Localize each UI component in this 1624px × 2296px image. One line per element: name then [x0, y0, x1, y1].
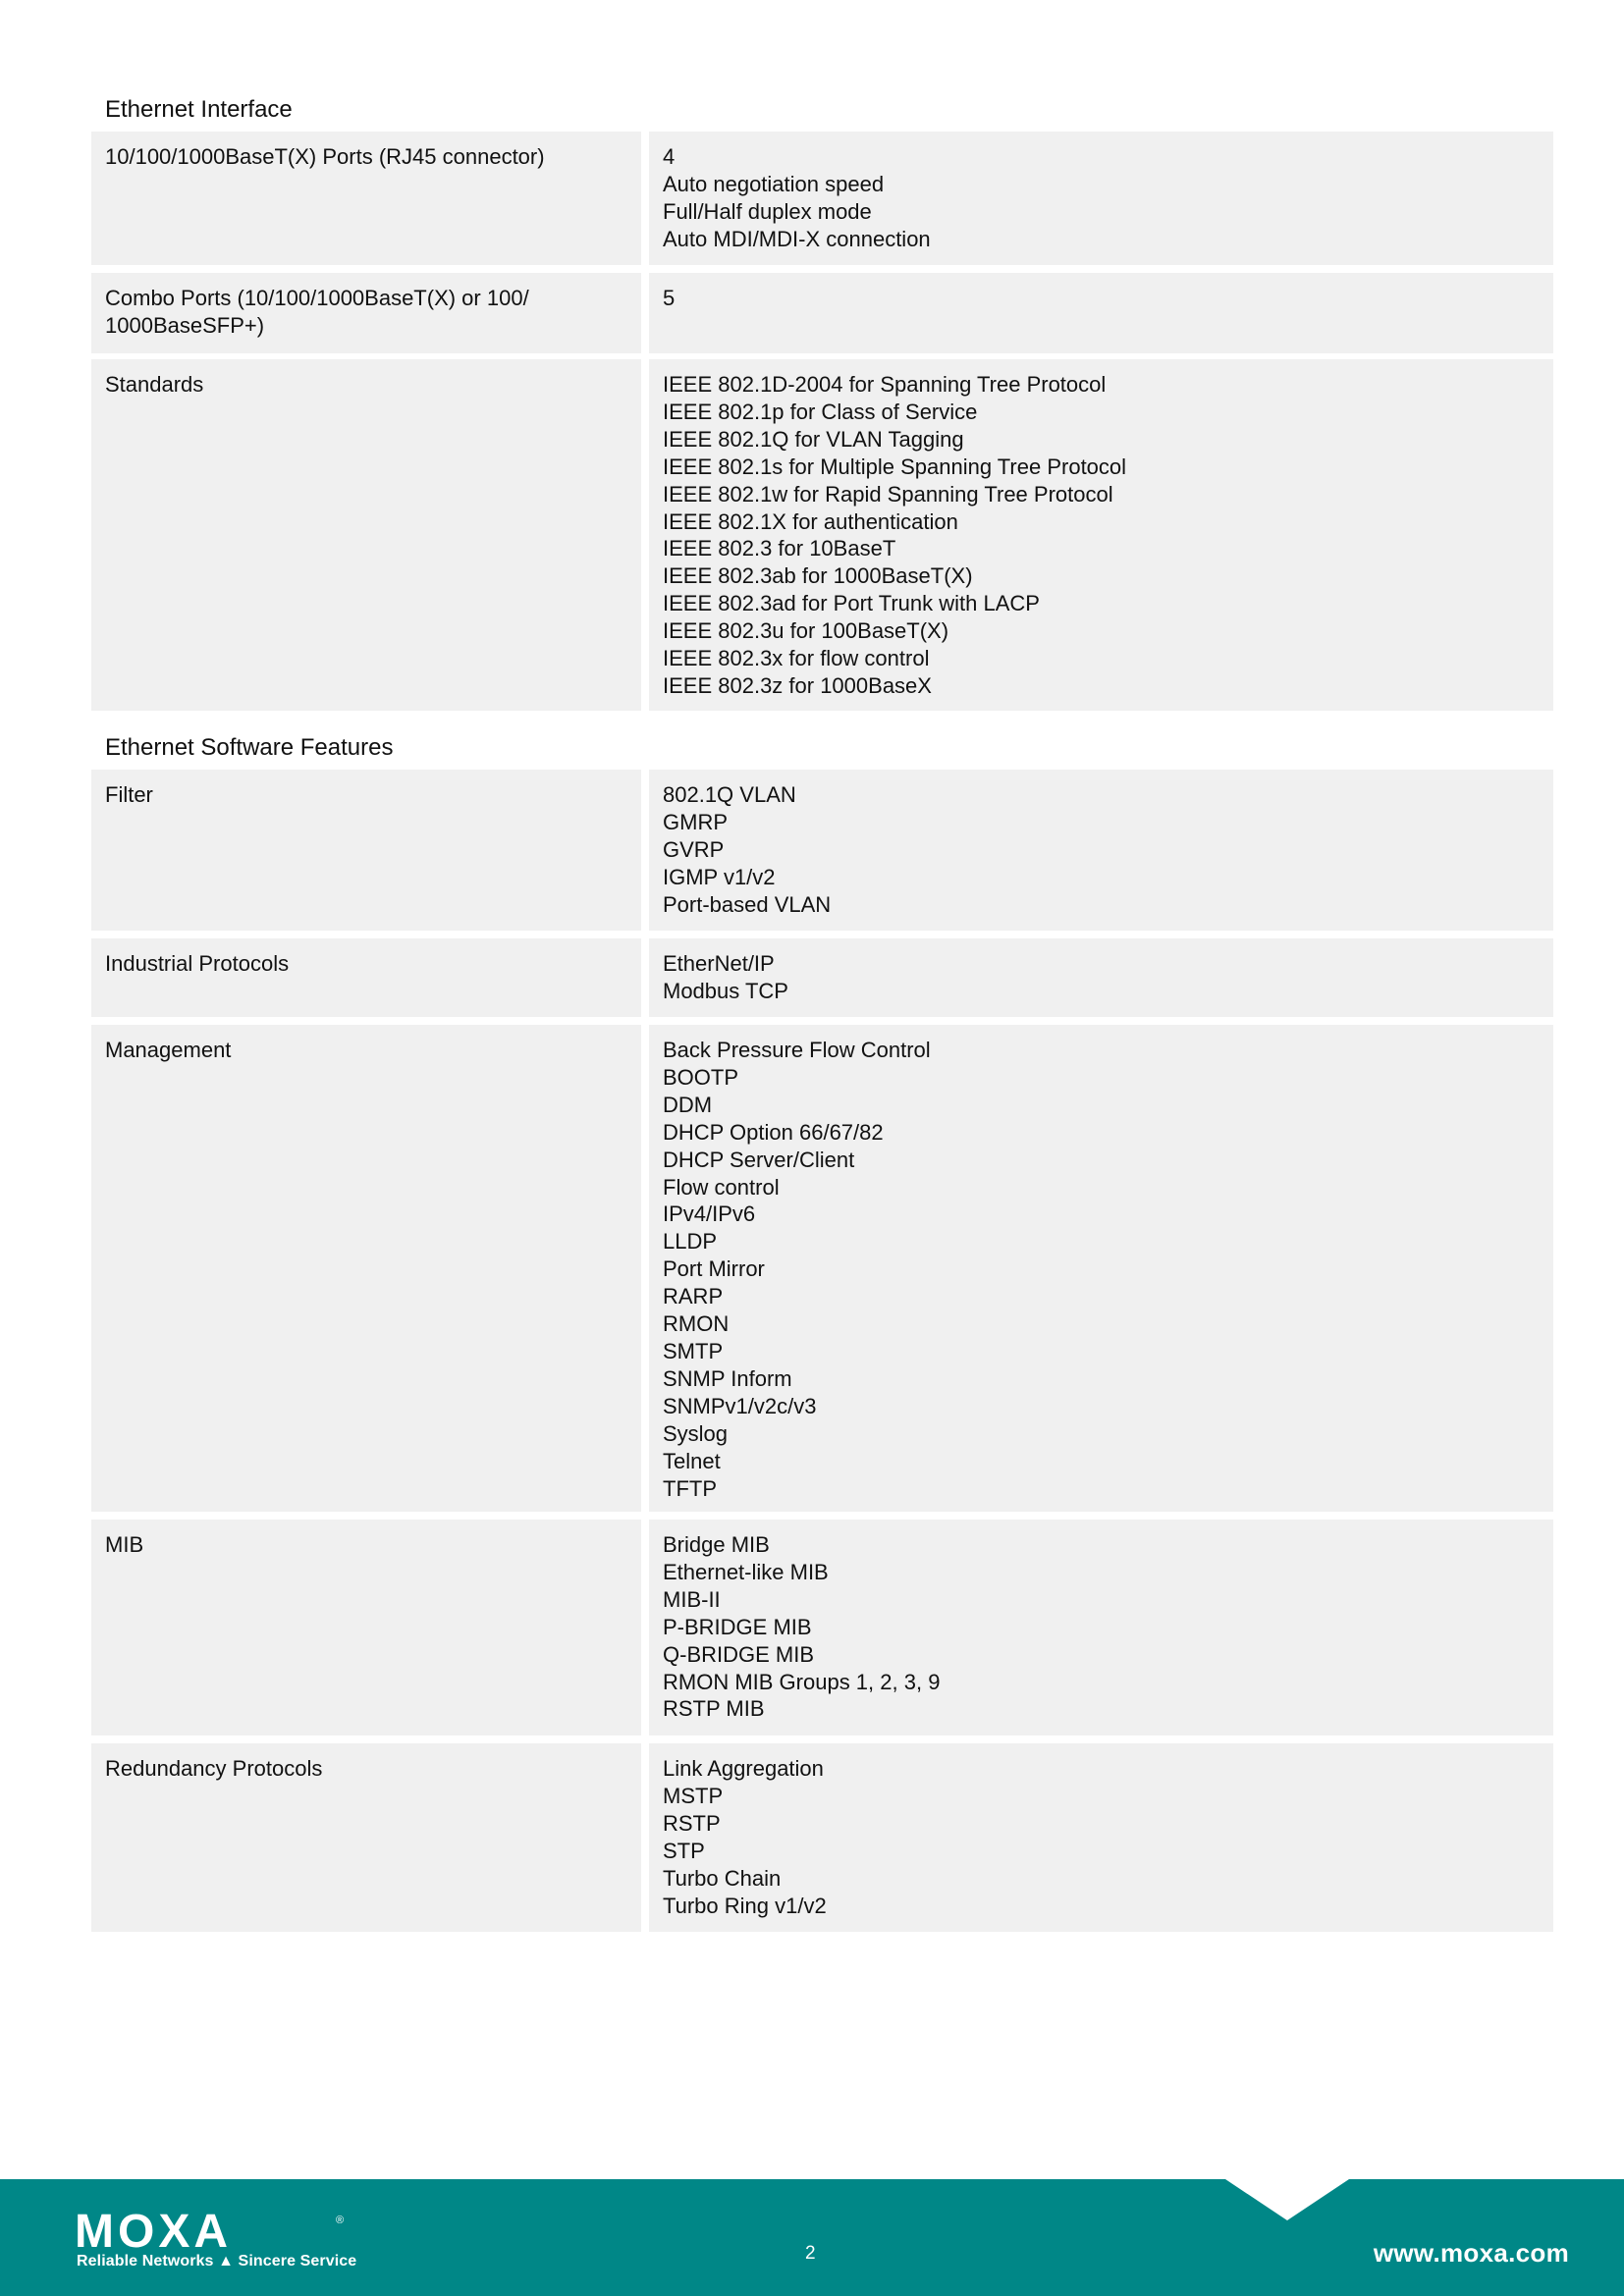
spec-label: Industrial Protocols — [91, 938, 641, 1017]
section-title-ethernet-software-features: Ethernet Software Features — [105, 734, 394, 761]
page-footer — [0, 2179, 1624, 2296]
spec-label: Standards — [91, 359, 641, 711]
spec-row-rj45-ports — [91, 132, 1553, 265]
spec-row-management — [91, 1025, 1553, 1512]
spec-value: Back Pressure Flow Control BOOTP DDM DHCP Option 66/67/82 DHCP Server/Client Flow control IPv4/IPv6 LLDP Port Mirror RARP RMON SMTP SNMP Inform SNMPv1/v2c/v3 Syslog Telnet TFTP — [649, 1025, 1553, 1512]
spec-label: 10/100/1000BaseT(X) Ports (RJ45 connector) — [91, 132, 641, 265]
moxa-logo — [75, 2210, 350, 2253]
spec-value: Link Aggregation MSTP RSTP STP Turbo Chain Turbo Ring v1/v2 — [649, 1743, 1553, 1932]
spec-row-standards — [91, 359, 1553, 711]
svg-text:MOXA: MOXA — [75, 2210, 232, 2253]
footer-tagline: Reliable Networks ▲ Sincere Service — [77, 2253, 357, 2269]
spec-row-mib — [91, 1520, 1553, 1735]
spec-label: Management — [91, 1025, 641, 1512]
spec-label: MIB — [91, 1520, 641, 1735]
footer-website[interactable]: www.moxa.com — [1373, 2238, 1569, 2268]
spec-label: Combo Ports (10/100/1000BaseT(X) or 100/ 1000BaseSFP+) — [91, 273, 641, 353]
spec-value: EtherNet/IP Modbus TCP — [649, 938, 1553, 1017]
section-title-ethernet-interface: Ethernet Interface — [105, 96, 293, 123]
spec-row-filter — [91, 770, 1553, 931]
spec-row-combo-ports — [91, 273, 1553, 353]
spec-value: IEEE 802.1D-2004 for Spanning Tree Protocol IEEE 802.1p for Class of Service IEEE 802.1Q for VLAN Tagging IEEE 802.1s for Multiple Spanning Tree Protocol IEEE 802.1w for Rapid Spanning Tree Protocol IEEE 802.1X for authentication IEEE 802.3 for 10BaseT IEEE 802.3ab for 1000BaseT(X) IEEE 802.3ad for Port Trunk with LACP IEEE 802.3u for 100BaseT(X) IEEE 802.3x for flow control IEEE 802.3z for 1000BaseX — [649, 359, 1553, 711]
spec-value: 4 Auto negotiation speed Full/Half duplex mode Auto MDI/MDI-X connection — [649, 132, 1553, 265]
spec-label: Redundancy Protocols — [91, 1743, 641, 1932]
footer-notch-shape — [1225, 2179, 1349, 2220]
spec-value: 5 — [649, 273, 1553, 353]
spec-row-redundancy-protocols — [91, 1743, 1553, 1932]
spec-value: 802.1Q VLAN GMRP GVRP IGMP v1/v2 Port-based VLAN — [649, 770, 1553, 931]
spec-row-industrial-protocols — [91, 938, 1553, 1017]
spec-value: Bridge MIB Ethernet-like MIB MIB-II P-BRIDGE MIB Q-BRIDGE MIB RMON MIB Groups 1, 2, 3, 9 RSTP MIB — [649, 1520, 1553, 1735]
spec-label: Filter — [91, 770, 641, 931]
svg-text:®: ® — [336, 2215, 345, 2226]
page-number: 2 — [805, 2243, 816, 2264]
